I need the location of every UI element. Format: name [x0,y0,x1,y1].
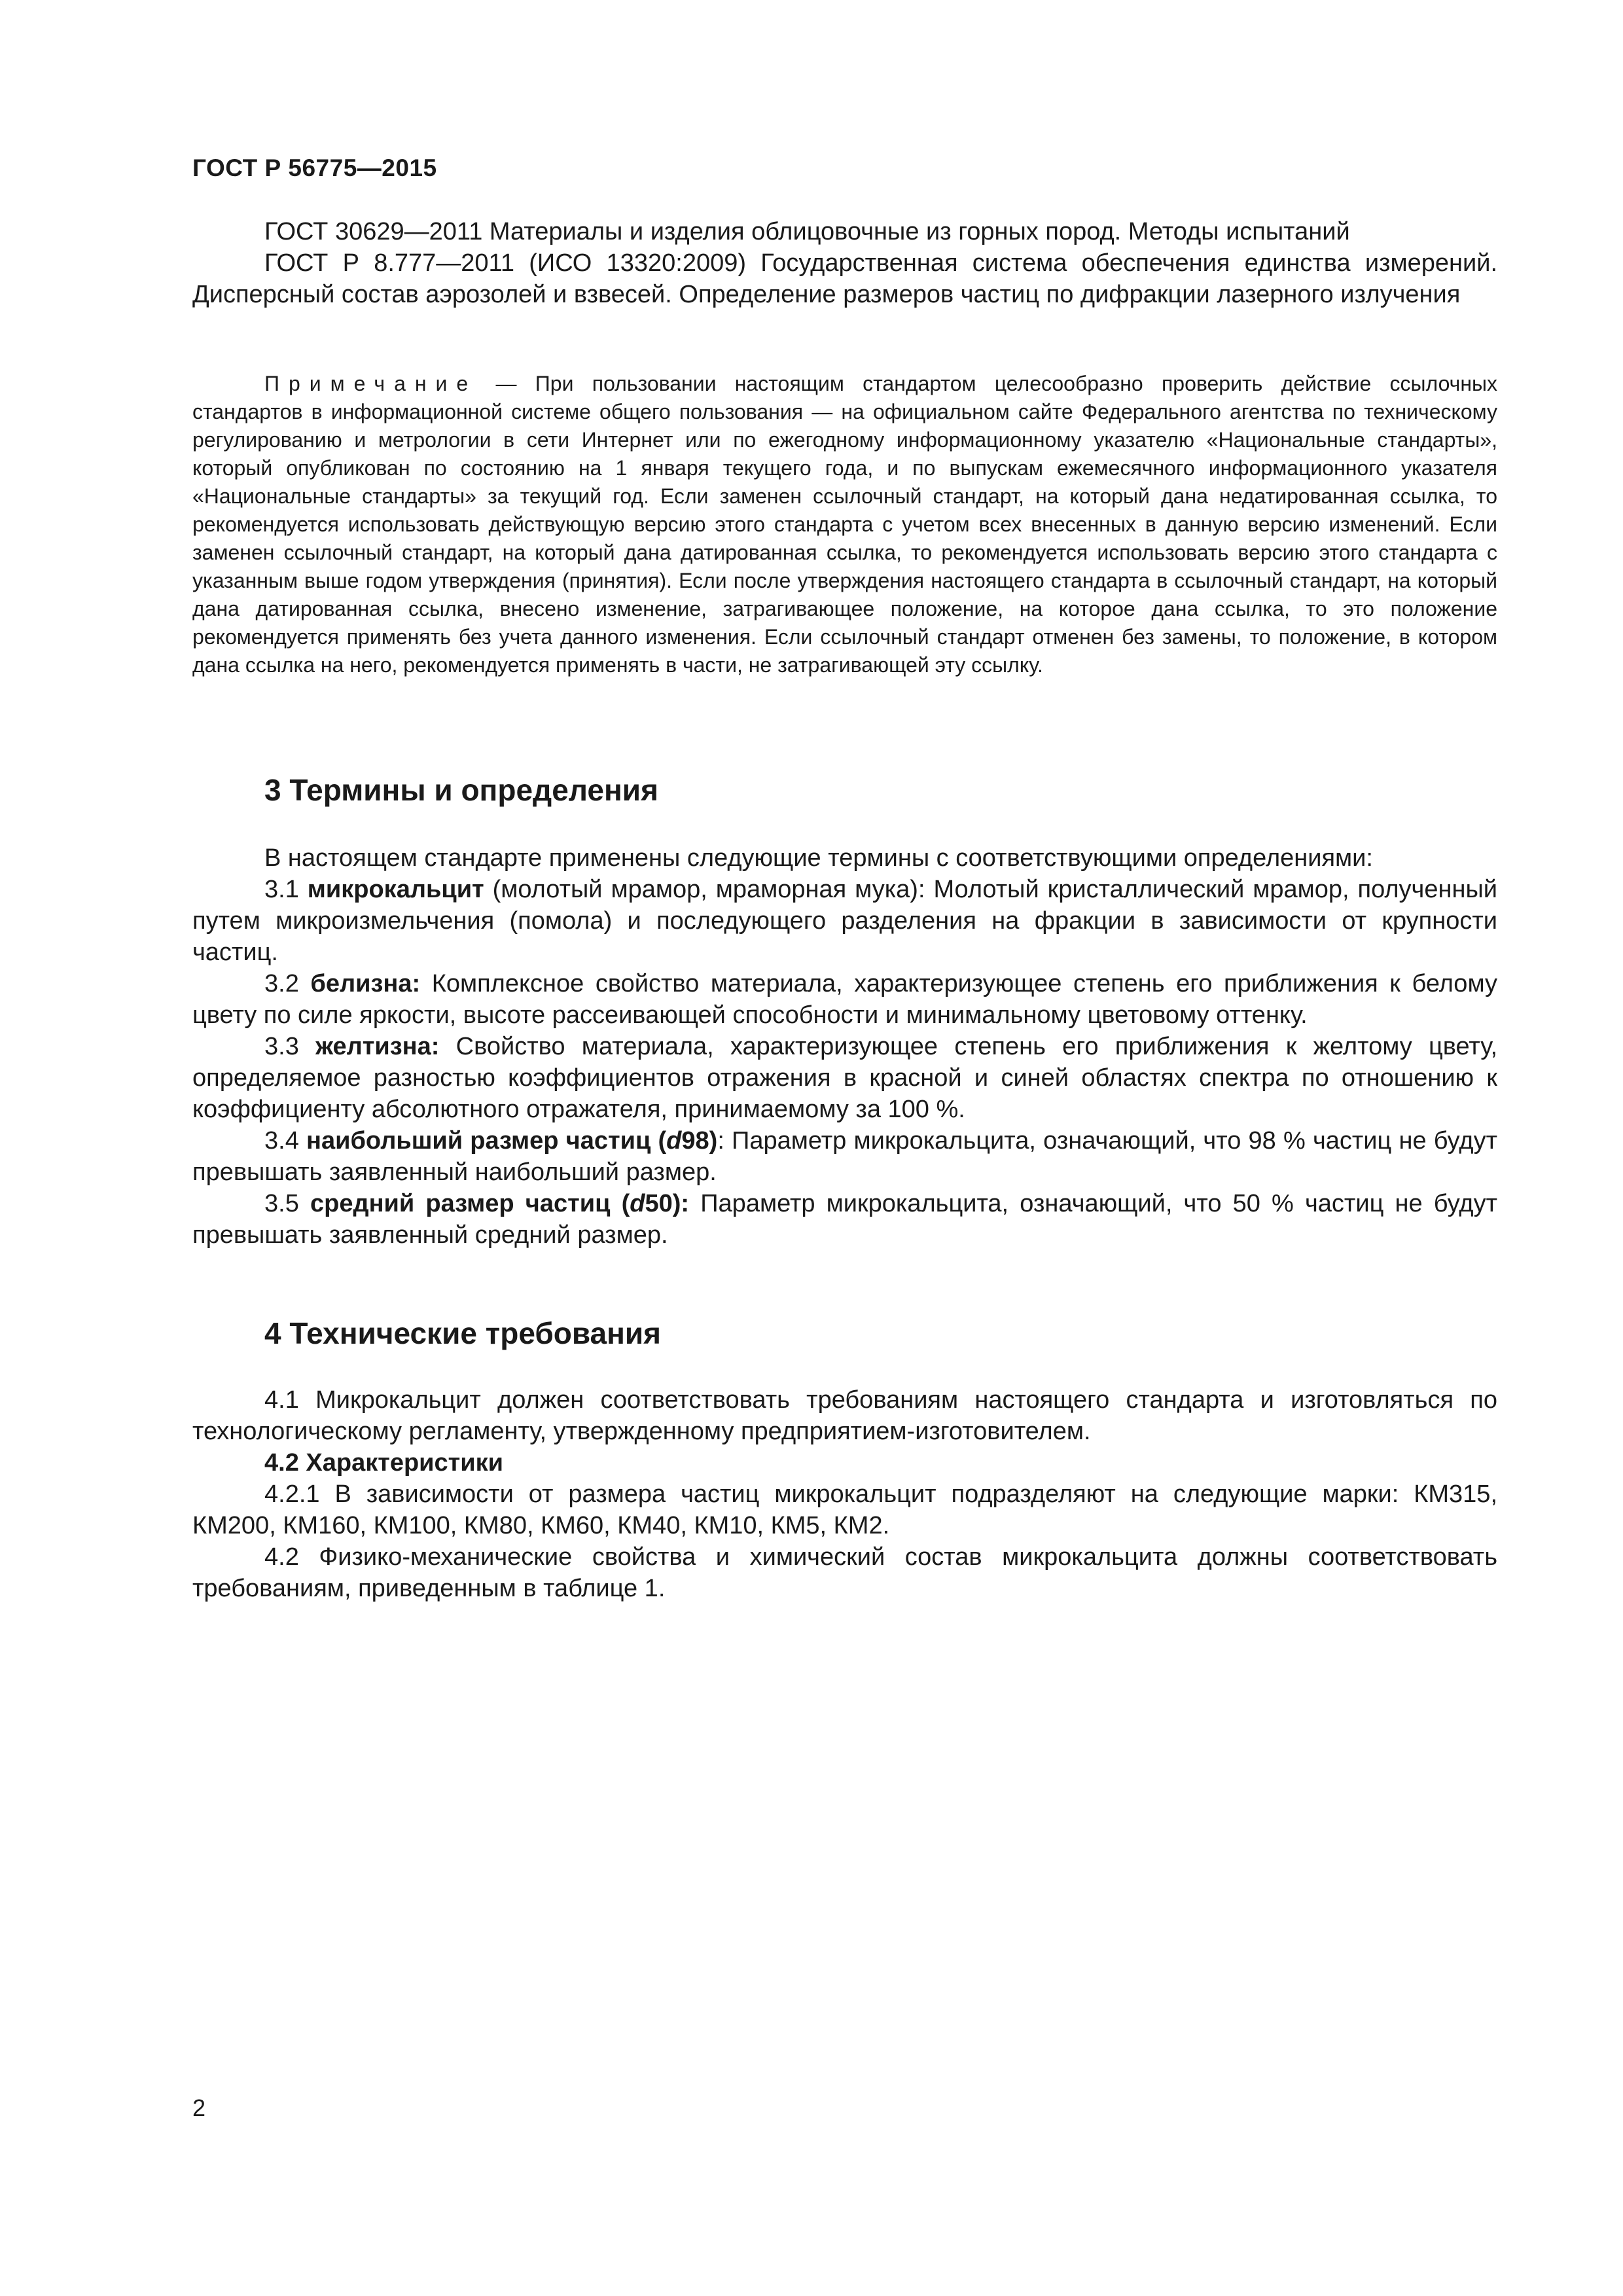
section-paragraph: 4.2 Физико-механические свойства и химический состав микрокальцита должны соответствовать требованиям, приведенным в таблице 1. [192,1543,1497,1602]
section-paragraph: 4.2.1 В зависимости от размера частиц микрокальцит подразделяют на следующие марки: КМ315, КМ200, КМ160, КМ100, КМ80, КМ60, КМ40, КМ10, КМ5, КМ2. [192,1480,1497,1539]
reference-item: ГОСТ 30629—2011 Материалы и изделия облицовочные из горных пород. Методы испытаний [264,218,1350,245]
reference-item: ГОСТ Р 8.777—2011 (ИСО 13320:2009) Государственная система обеспечения единства измерений. Дисперсный состав аэрозолей и взвесей. Определение размеров частиц по дифракции лазерного излучения [192,249,1497,308]
note-block [192,370,1497,679]
term-definition: 3.4 наибольший размер частиц (d98): Параметр микрокальцита, означающий, что 98 % частиц не будут превышать заявленный наибольший размер. [192,1127,1497,1186]
term-definition: 3.1 микрокальцит (молотый мрамор, мраморная мука): Молотый кристаллический мрамор, полученный путем микроизмельчения (помола) и последующего разделения на фракции в зависимости от крупности частиц. [192,876,1497,966]
section-4-title: 4 Технические требования [264,1316,661,1350]
term-definition: 3.3 желтизна: Свойство материала, характеризующее степень его приближения к желтому цвету, определяемое разностью коэффициентов отражения в красной и синей областях спектра по отношению к коэффициенту абсолютного отражателя, принимаемому за 100 %. [192,1033,1497,1123]
section-intro: В настоящем стандарте применены следующие термины с соответствующими определениями: [264,844,1373,872]
note-label: Примечание [264,372,478,395]
subsection-heading: 4.2 Характеристики [264,1449,504,1477]
term-name: белизна: [310,970,421,997]
section-3-body [192,842,1497,1251]
term-definition: 3.2 белизна: Комплексное свойство материала, характеризующее степень его приближения к белому цвету по силе яркости, высоте рассеивающей способности и минимальному цветовому оттенку. [192,970,1497,1029]
section-paragraph: 4.1 Микрокальцит должен соответствовать требованиям настоящего стандарта и изготовляться по технологическому регламенту, утвержденному предприятием-изготовителем. [192,1386,1497,1445]
note-paragraph [192,370,1497,679]
document-header: ГОСТ Р 56775—2015 [192,154,437,181]
section-4-body [192,1384,1497,1604]
page-number: 2 [192,2094,206,2121]
note-text: — При пользовании настоящим стандартом целесообразно проверить действие ссылочных стандартов в информационной системе общего пользования — на официальном сайте Федерального агентства по техническому регулированию и метрологии в сети Интернет или по ежегодному информационному указателю «Национальные стандарты», который опубликован по состоянию на 1 января текущего года, и по выпускам ежемесячного информационного указателя «Национальные стандарты» за текущий год. Если заменен ссылочный стандарт, на который дана недатированная ссылка, то рекомендуется использовать действующую версию этого стандарта с учетом всех внесенных в данную версию изменений. Если заменен ссылочный стандарт, на который дана датированная ссылка, то рекомендуется использовать версию этого стандарта с указанным выше годом утверждения (принятия). Если после утверждения настоящего стандарта в ссылочный стандарт, на который дана датированная ссылка, внесено изменение, затрагивающее положение, на которое дана ссылка, то это положение рекомендуется применять без учета данного изменения. Если ссылочный стандарт отменен без замены, то положение, в котором дана ссылка на него, рекомендуется применять в части, не затрагивающей эту ссылку. [192,372,1497,677]
term-name: желтизна: [315,1033,440,1060]
term-name: микрокальцит [307,876,484,903]
term-name: средний размер частиц (d50): [310,1190,690,1217]
term-definition: 3.5 средний размер частиц (d50): Параметр микрокальцита, означающий, что 50 % частиц не будут превышать заявленный средний размер. [192,1190,1498,1249]
term-name: наибольший размер частиц (d98) [306,1127,718,1155]
normative-references [192,216,1497,310]
section-3-title: 3 Термины и определения [264,773,658,807]
